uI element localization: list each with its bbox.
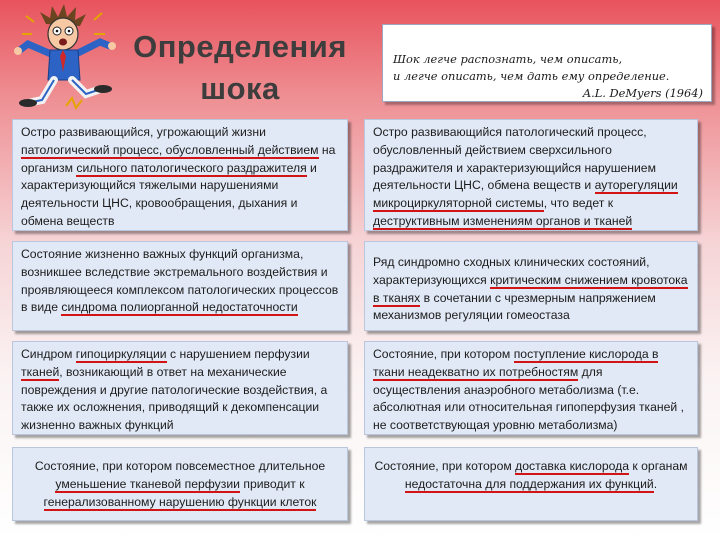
quote-line-1: Шок легче распознать, чем описать,: [393, 52, 623, 66]
definition-text: Состояние жизненно важных функций организма, возникшее вследствие экстремального воздействия и проявляющееся комплексом патологических процессов в виде: [21, 247, 339, 315]
definition-text: для осуществления анаэробного метаболизма (т.е. абсолютная или относительная гипоперфузия тканей , не соответствующая уровню метаболизма): [373, 364, 685, 433]
definition-text: в сочетании с чрезмерным напряжением механизмов регуляции гомеостаза: [373, 290, 656, 323]
definition-highlight: сильного патологического раздражителя: [76, 160, 307, 175]
definition-text: Остро развивающийся патологический процесс, обусловленный действием сверхсильного раздражителя и характеризующийся нарушением деятельности ЦНС, обмена веществ и: [373, 125, 656, 193]
definition-right-2: [364, 241, 698, 331]
definition-highlight: недостаточна для поддержания их функций: [404, 476, 654, 491]
definition-left-4: [12, 447, 348, 521]
definition-right-1: [364, 119, 698, 231]
definition-highlight: синдрома полиорганной недостаточности: [61, 300, 298, 315]
quote-author: A.L. DeMyers (1964): [582, 86, 703, 100]
definition-text: приводит к: [239, 476, 305, 491]
definition-left-2: [12, 241, 348, 331]
definition-highlight: уменьшение тканевой перфузии: [55, 476, 240, 491]
definition-text: на организм: [21, 142, 336, 175]
definition-text: с нарушением перфузии: [166, 347, 310, 361]
definition-text: Состояние, при котором повсеместное длительное: [34, 459, 326, 473]
definition-highlight: доставка кислорода: [515, 459, 630, 473]
definition-highlight: ауторегуляции микроциркуляторной системы: [373, 178, 678, 211]
definition-right-4: [364, 447, 698, 521]
definition-text: к органам: [629, 459, 688, 473]
title-line-2: шока: [200, 71, 280, 106]
definition-text: , что ведет к: [543, 196, 614, 211]
definition-left-1: [12, 119, 348, 231]
definition-highlight: деструктивным изменениям органов и тканей: [373, 213, 633, 228]
definition-text: и характеризующийся тяжелыми нарушениями деятельности ЦНС, кровообращения, дыхания и обмена веществ: [21, 160, 317, 228]
definition-right-3: [364, 341, 698, 435]
definition-text: Синдром: [21, 347, 76, 361]
title-line-1: Определения: [133, 29, 347, 64]
definition-highlight: поступление кислорода в ткани неадекватно их потребностям: [373, 347, 659, 379]
definition-highlight: критическим снижением кровотока в тканях: [373, 272, 688, 305]
definition-text: Остро развивающийся, угрожающий жизни: [21, 125, 266, 139]
definition-text: Состояние, при котором: [373, 347, 514, 361]
definition-highlight: тканей: [21, 364, 60, 379]
definition-highlight: гипоциркуляции: [75, 347, 167, 361]
definition-text: Состояние, при котором: [374, 459, 516, 473]
definition-text: , возникающий в ответ на механические повреждения и другие патологические воздействия, а также их осложнения, приводящий к декомпенсации жизненно важных функций: [21, 364, 328, 433]
definition-left-3: [12, 341, 348, 435]
shocked-man-icon: [6, 2, 124, 114]
epigraph-quote: [382, 24, 712, 102]
definition-text: .: [653, 476, 658, 491]
page-title: [120, 26, 360, 110]
definition-highlight: патологический процесс, обусловленный действием: [21, 142, 319, 157]
quote-line-2: и легче описать, чем дать ему определение.: [393, 69, 670, 83]
definition-highlight: генерализованному нарушению функции клеток: [43, 494, 317, 509]
definition-text: Ряд синдромно сходных клинических состояний, характеризующихся: [373, 255, 650, 287]
